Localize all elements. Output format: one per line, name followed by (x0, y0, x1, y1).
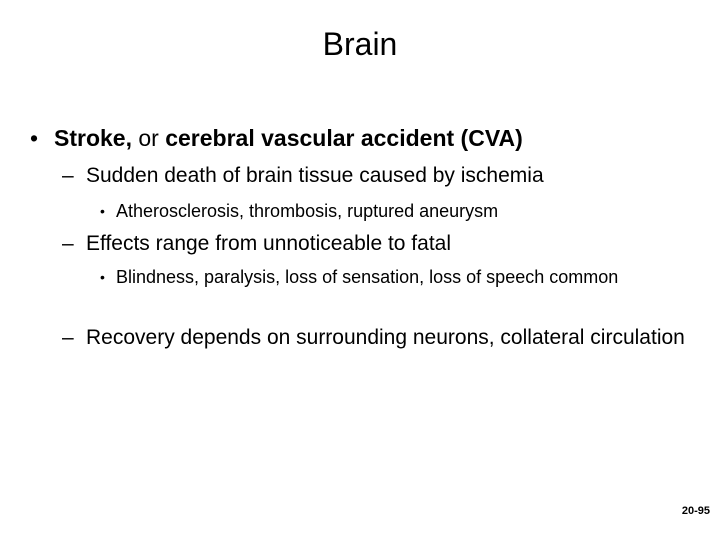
slide-number: 20-95 (681, 505, 710, 517)
bullet-mark: • (30, 125, 39, 151)
detail-bullet-text: Atherosclerosis, thrombosis, ruptured aneurysm (116, 201, 499, 221)
bullet-text (54, 122, 523, 154)
detail-bullet-text: Blindness, paralysis, loss of sensation, loss of speech common (116, 267, 619, 287)
dash-mark: – (62, 232, 74, 255)
bullet-connector: or (131, 125, 166, 151)
bullet-term-cva: cerebral vascular accident (CVA) (165, 125, 523, 151)
dash-mark: – (62, 164, 74, 187)
bullet-term-stroke: Stroke, (54, 125, 132, 151)
sub-bullet-text: Sudden death of brain tissue caused by ischemia (86, 164, 544, 187)
sub-bullet-text: Effects range from unnoticeable to fatal (86, 232, 451, 255)
dash-mark: – (62, 326, 74, 349)
bullet-mark: • (100, 203, 105, 219)
bullet-mark: • (100, 269, 105, 285)
sub-bullet-text: Recovery depends on surrounding neurons, collateral circulation (86, 326, 685, 349)
slide-title: Brain (322, 26, 398, 62)
